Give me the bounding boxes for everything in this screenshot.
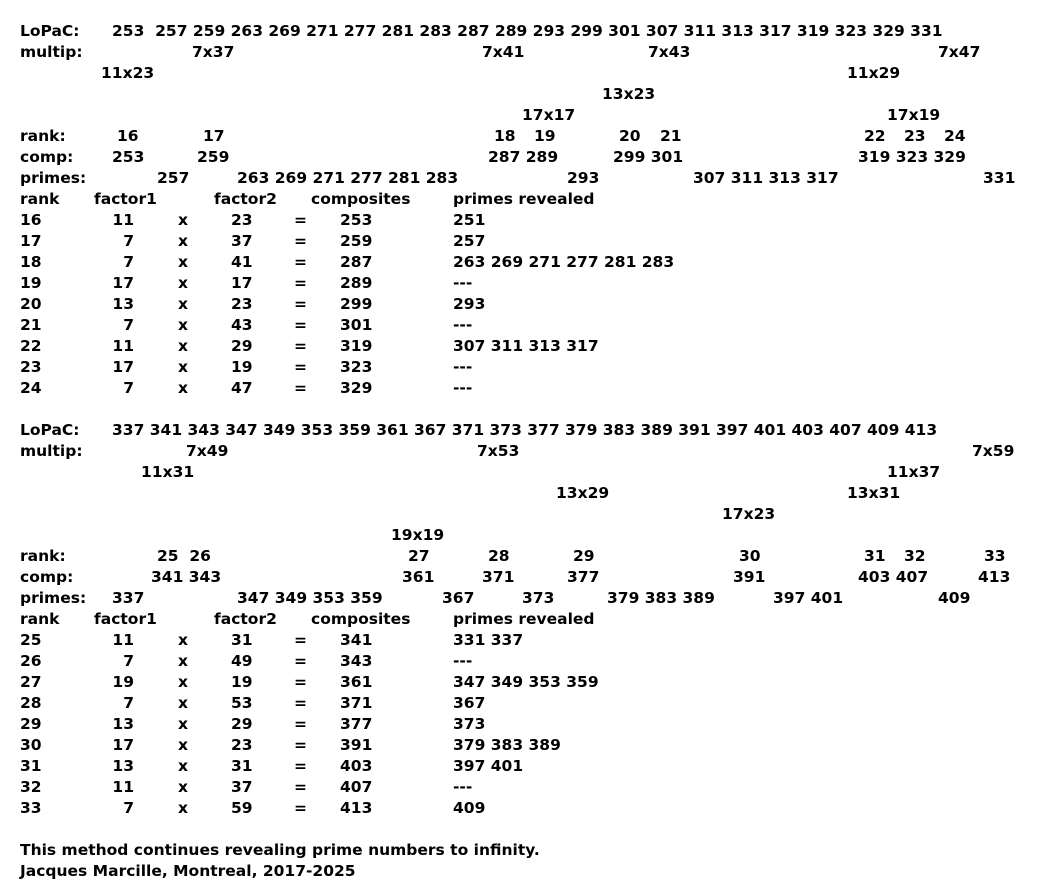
cell-rank: 26: [20, 652, 42, 670]
cell-rank: 31: [20, 757, 42, 775]
primes-value: 397 401: [773, 589, 844, 607]
cell-composite: 407: [340, 778, 373, 796]
cell-rank: 33: [20, 799, 42, 817]
cell-composite: 319: [340, 337, 373, 355]
cell-factor2: 19: [231, 358, 253, 376]
primes-value: 331: [983, 169, 1016, 187]
cell-factor2: 47: [231, 379, 253, 397]
column-header-factor1: factor1: [94, 190, 157, 208]
cell-factor2: 53: [231, 694, 253, 712]
cell-times-sign: x: [178, 652, 188, 670]
cell-factor2: 59: [231, 799, 253, 817]
cell-composite: 289: [340, 274, 373, 292]
rank-value: 17: [203, 127, 225, 145]
primes-value: 337: [112, 589, 145, 607]
comp-value: 361: [402, 568, 435, 586]
cell-factor1: 11: [112, 631, 134, 649]
cell-primes-revealed: 373: [453, 715, 486, 733]
cell-factor2: 41: [231, 253, 253, 271]
column-header-primes-revealed: primes revealed: [453, 190, 595, 208]
cell-equals-sign: =: [294, 232, 307, 250]
comp-value: 391: [733, 568, 766, 586]
cell-primes-revealed: ---: [453, 274, 473, 292]
multip-label: multip:: [20, 442, 83, 460]
cell-factor2: 19: [231, 673, 253, 691]
column-header-composites: composites: [311, 190, 411, 208]
primes-value: 347 349 353 359: [237, 589, 383, 607]
cell-primes-revealed: 263 269 271 277 281 283: [453, 253, 675, 271]
comp-value: 299 301: [613, 148, 684, 166]
cell-rank: 23: [20, 358, 42, 376]
cell-composite: 403: [340, 757, 373, 775]
comp-value: 403 407: [858, 568, 929, 586]
multip-entry: 11x31: [141, 463, 195, 481]
multip-entry: 13x29: [556, 484, 610, 502]
cell-times-sign: x: [178, 232, 188, 250]
cell-equals-sign: =: [294, 358, 307, 376]
cell-rank: 22: [20, 337, 42, 355]
rank-value: 33: [984, 547, 1006, 565]
cell-composite: 391: [340, 736, 373, 754]
cell-equals-sign: =: [294, 274, 307, 292]
cell-rank: 27: [20, 673, 42, 691]
cell-equals-sign: =: [294, 253, 307, 271]
cell-times-sign: x: [178, 337, 188, 355]
cell-times-sign: x: [178, 358, 188, 376]
primes-label: primes:: [20, 589, 87, 607]
cell-factor2: 23: [231, 736, 253, 754]
cell-composite: 323: [340, 358, 373, 376]
cell-equals-sign: =: [294, 652, 307, 670]
cell-factor1: 7: [123, 379, 134, 397]
multip-entry: 7x49: [186, 442, 229, 460]
rank-value: 21: [660, 127, 682, 145]
multip-entry: 7x53: [477, 442, 520, 460]
cell-factor2: 17: [231, 274, 253, 292]
multip-entry: 7x37: [192, 43, 235, 61]
cell-equals-sign: =: [294, 757, 307, 775]
column-header-rank: rank: [20, 190, 60, 208]
cell-equals-sign: =: [294, 211, 307, 229]
cell-factor1: 13: [112, 757, 134, 775]
cell-composite: 287: [340, 253, 373, 271]
multip-entry: 17x17: [522, 106, 576, 124]
column-header-factor1: factor1: [94, 610, 157, 628]
column-header-factor2: factor2: [214, 610, 277, 628]
comp-value: 319 323 329: [858, 148, 966, 166]
rank-value: 29: [573, 547, 595, 565]
multip-label: multip:: [20, 43, 83, 61]
primes-value: 293: [567, 169, 600, 187]
column-header-rank: rank: [20, 610, 60, 628]
cell-composite: 299: [340, 295, 373, 313]
cell-primes-revealed: 367: [453, 694, 486, 712]
rank-value: 25 26: [157, 547, 211, 565]
primes-value: 257: [157, 169, 190, 187]
cell-equals-sign: =: [294, 673, 307, 691]
cell-factor2: 43: [231, 316, 253, 334]
primes-value: 409: [938, 589, 971, 607]
cell-times-sign: x: [178, 694, 188, 712]
rank-value: 28: [488, 547, 510, 565]
cell-rank: 20: [20, 295, 42, 313]
cell-factor1: 7: [123, 652, 134, 670]
cell-factor1: 7: [123, 694, 134, 712]
cell-equals-sign: =: [294, 337, 307, 355]
primes-value: 379 383 389: [607, 589, 715, 607]
cell-primes-revealed: 293: [453, 295, 486, 313]
cell-composite: 259: [340, 232, 373, 250]
lopac-values: 337 341 343 347 349 353 359 361 367 371 373 377 379 383 389 391 397 401 403 407 409 413: [112, 421, 938, 439]
cell-times-sign: x: [178, 799, 188, 817]
cell-composite: 377: [340, 715, 373, 733]
rank-value: 16: [117, 127, 139, 145]
comp-value: 287 289: [488, 148, 559, 166]
cell-factor1: 11: [112, 337, 134, 355]
multip-entry: 19x19: [391, 526, 445, 544]
cell-rank: 17: [20, 232, 42, 250]
cell-equals-sign: =: [294, 715, 307, 733]
cell-factor1: 13: [112, 715, 134, 733]
cell-equals-sign: =: [294, 694, 307, 712]
cell-times-sign: x: [178, 211, 188, 229]
rank-value: 22: [864, 127, 886, 145]
cell-rank: 24: [20, 379, 42, 397]
cell-composite: 371: [340, 694, 373, 712]
rank-value: 24: [944, 127, 966, 145]
comp-value: 371: [482, 568, 515, 586]
cell-primes-revealed: 379 383 389: [453, 736, 561, 754]
cell-factor1: 19: [112, 673, 134, 691]
cell-primes-revealed: 251: [453, 211, 486, 229]
comp-value: 259: [197, 148, 230, 166]
rank-value: 27: [408, 547, 430, 565]
primes-value: 263 269 271 277 281 283: [237, 169, 459, 187]
cell-rank: 30: [20, 736, 42, 754]
cell-composite: 413: [340, 799, 373, 817]
cell-composite: 301: [340, 316, 373, 334]
cell-equals-sign: =: [294, 295, 307, 313]
cell-equals-sign: =: [294, 379, 307, 397]
cell-equals-sign: =: [294, 778, 307, 796]
cell-factor1: 11: [112, 211, 134, 229]
cell-factor2: 31: [231, 757, 253, 775]
cell-factor1: 11: [112, 778, 134, 796]
cell-factor1: 17: [112, 274, 134, 292]
footer-credit: Jacques Marcille, Montreal, 2017-2025: [20, 862, 356, 880]
cell-rank: 25: [20, 631, 42, 649]
column-header-primes-revealed: primes revealed: [453, 610, 595, 628]
cell-composite: 343: [340, 652, 373, 670]
cell-primes-revealed: 397 401: [453, 757, 524, 775]
cell-factor1: 7: [123, 253, 134, 271]
cell-composite: 253: [340, 211, 373, 229]
cell-factor1: 17: [112, 736, 134, 754]
rank-value: 19: [534, 127, 556, 145]
multip-entry: 13x23: [602, 85, 656, 103]
cell-times-sign: x: [178, 736, 188, 754]
cell-primes-revealed: ---: [453, 778, 473, 796]
column-header-composites: composites: [311, 610, 411, 628]
primes-label: primes:: [20, 169, 87, 187]
cell-factor2: 23: [231, 211, 253, 229]
cell-factor2: 31: [231, 631, 253, 649]
comp-label: comp:: [20, 568, 74, 586]
cell-primes-revealed: 307 311 313 317: [453, 337, 599, 355]
cell-primes-revealed: ---: [453, 358, 473, 376]
cell-composite: 361: [340, 673, 373, 691]
comp-value: 413: [978, 568, 1011, 586]
cell-times-sign: x: [178, 316, 188, 334]
cell-times-sign: x: [178, 295, 188, 313]
cell-factor1: 13: [112, 295, 134, 313]
rank-label: rank:: [20, 127, 66, 145]
cell-times-sign: x: [178, 778, 188, 796]
multip-entry: 17x19: [887, 106, 941, 124]
comp-value: 341 343: [151, 568, 222, 586]
cell-factor2: 37: [231, 778, 253, 796]
cell-factor2: 37: [231, 232, 253, 250]
cell-factor2: 49: [231, 652, 253, 670]
cell-factor2: 29: [231, 715, 253, 733]
rank-value: 31: [864, 547, 886, 565]
cell-factor2: 29: [231, 337, 253, 355]
multip-entry: 7x47: [938, 43, 981, 61]
cell-rank: 16: [20, 211, 42, 229]
rank-value: 32: [904, 547, 926, 565]
cell-primes-revealed: 347 349 353 359: [453, 673, 599, 691]
cell-primes-revealed: 409: [453, 799, 486, 817]
cell-rank: 19: [20, 274, 42, 292]
cell-times-sign: x: [178, 673, 188, 691]
rank-value: 18: [494, 127, 516, 145]
cell-composite: 341: [340, 631, 373, 649]
multip-entry: 7x59: [972, 442, 1015, 460]
cell-rank: 32: [20, 778, 42, 796]
lopac-label: LoPaC:: [20, 421, 80, 439]
cell-factor1: 7: [123, 232, 134, 250]
cell-factor1: 7: [123, 799, 134, 817]
cell-times-sign: x: [178, 253, 188, 271]
cell-rank: 18: [20, 253, 42, 271]
cell-primes-revealed: ---: [453, 316, 473, 334]
primes-value: 373: [522, 589, 555, 607]
footer-statement: This method continues revealing prime numbers to infinity.: [20, 841, 540, 859]
cell-composite: 329: [340, 379, 373, 397]
cell-primes-revealed: 257: [453, 232, 486, 250]
cell-equals-sign: =: [294, 316, 307, 334]
comp-label: comp:: [20, 148, 74, 166]
rank-label: rank:: [20, 547, 66, 565]
primes-value: 307 311 313 317: [693, 169, 839, 187]
cell-rank: 21: [20, 316, 42, 334]
multip-entry: 7x41: [482, 43, 525, 61]
column-header-factor2: factor2: [214, 190, 277, 208]
rank-value: 20: [619, 127, 641, 145]
lopac-label: LoPaC:: [20, 22, 80, 40]
multip-entry: 17x23: [722, 505, 776, 523]
cell-equals-sign: =: [294, 736, 307, 754]
cell-primes-revealed: ---: [453, 379, 473, 397]
cell-times-sign: x: [178, 379, 188, 397]
lopac-values: 253 257 259 263 269 271 277 281 283 287 289 293 299 301 307 311 313 317 319 323 329 331: [112, 22, 943, 40]
cell-primes-revealed: ---: [453, 652, 473, 670]
multip-entry: 11x23: [101, 64, 155, 82]
cell-times-sign: x: [178, 274, 188, 292]
cell-equals-sign: =: [294, 799, 307, 817]
cell-rank: 28: [20, 694, 42, 712]
cell-primes-revealed: 331 337: [453, 631, 524, 649]
rank-value: 23: [904, 127, 926, 145]
cell-equals-sign: =: [294, 631, 307, 649]
multip-entry: 13x31: [847, 484, 901, 502]
multip-entry: 11x29: [847, 64, 901, 82]
primes-value: 367: [442, 589, 475, 607]
cell-times-sign: x: [178, 631, 188, 649]
multip-entry: 11x37: [887, 463, 941, 481]
comp-value: 253: [112, 148, 145, 166]
cell-rank: 29: [20, 715, 42, 733]
cell-times-sign: x: [178, 757, 188, 775]
rank-value: 30: [739, 547, 761, 565]
cell-factor1: 17: [112, 358, 134, 376]
comp-value: 377: [567, 568, 600, 586]
cell-factor1: 7: [123, 316, 134, 334]
multip-entry: 7x43: [648, 43, 691, 61]
cell-factor2: 23: [231, 295, 253, 313]
cell-times-sign: x: [178, 715, 188, 733]
